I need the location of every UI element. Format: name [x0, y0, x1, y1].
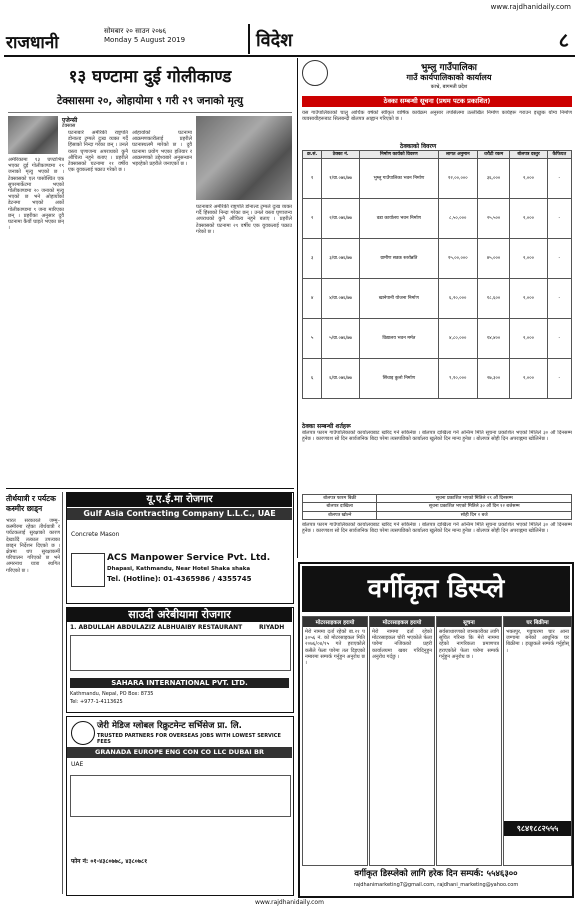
- job-ad-global-company: GRANADA EUROPE ENG CON CO LLC DUBAI BR: [67, 747, 292, 758]
- table-cell: -: [547, 239, 571, 279]
- table-cell: २,०००: [510, 159, 547, 199]
- job-ad-saudi-company: 1. ABDULLAH ABDULAZIZ ALBHUAIBY RESTAURANT: [70, 624, 243, 631]
- job-ad-global-slogan: TRUSTED PARTNERS FOR OVERSEAS JOBS WITH LOWEST SERVICE FEES: [97, 733, 281, 745]
- table-cell: १८,६००: [477, 279, 510, 319]
- notice-table: [302, 150, 572, 399]
- job-ad-uae-position: Concrete Mason: [71, 531, 120, 538]
- table-cell: -: [547, 279, 571, 319]
- classified-text: मेरो नाममा दर्ता रहेको बा.२१ प ३०५६ नं. को मोटरसाइकल मिति २०७६/०४/१५ गते हराएकोले कसैले फेला पारेमा तल दिइएको नम्बरमा सम्पर्क गर्नुहुन अनुरोध छ ।: [305, 629, 365, 667]
- side-body: भारत सरकारले जम्मु–कस्मीरमा रहेका तीर्थयात्री र पर्यटकलाई सुरक्षाको कारण देखाउँदै तत्काल उपत्यका छाड्न निर्देशन दिएको छ । क्षेत्रमा थप सुरक्षाकर्मी परिचालन गरिएको छ भने अमरनाथ यात्रा स्थगित गरिएको छ ।: [6, 518, 60, 574]
- lead-place: टेक्सास: [62, 123, 76, 129]
- lead-body-col1: अमेरिकामा १३ घण्टाभित्र भएका दुई गोलीकाण्डमा २९ जनाको मृत्यु भएको छ । टेक्सासको एल पासोस्थित एक सुपरमार्केटमा भएको गोलीकाण्डमा २० जनाको मृत्यु भएको छ भने ओहायोको डेटनमा भएको अर्को गोलीकाण्डमा ९ जना मारिएका छन् । प्रहरीका अनुसार दुवै घटनामा कैयौं घाइते भएका छन् ।: [8, 157, 64, 232]
- table-cell: -: [547, 199, 571, 239]
- table-cell: बोलपत्र फारम बिक्री: [303, 495, 377, 503]
- table-cell: ३६,०००: [477, 159, 510, 199]
- notice-title: ठेक्का सम्बन्धी सूचना (प्रथम पटक प्रकाशित): [302, 96, 572, 107]
- notice-terms-title: ठेक्का सम्बन्धी शर्तहरू: [302, 423, 351, 430]
- page-header: [0, 0, 579, 56]
- table-cell: २,०००: [510, 279, 547, 319]
- classified-email[interactable]: rajdhanimarketing7@gmail.com, rajdhani_marketing@yahoo.com: [353, 882, 519, 888]
- classified-phone[interactable]: ९८४१८८२५५५: [504, 821, 571, 836]
- classified-col-1: [302, 616, 368, 866]
- table-cell: ४५,०००: [477, 239, 510, 279]
- job-ad-saudi-city: RIYADH: [259, 624, 285, 631]
- notice-terms-more: बोलपत्र फारम गाउँपालिकाको कार्यालयबाट खरिद गर्न सकिनेछ । बोलपत्र दाखिला गर्ने अन्तिम मिति सूचना प्रकाशित भएको मितिले ३० औं दिनसम्म हुनेछ । कारणवश सो दिन सार्वजनिक बिदा परेमा त्यसपछिको कार्यालय खुलेको दिन मान्य हुनेछ । बोलपत्र सोही दिन अपराह्नमा खोलिनेछ ।: [302, 522, 572, 535]
- job-ad-uae-company: Gulf Asia Contracting Company L.L.C., UAE: [67, 508, 292, 520]
- table-row: [303, 511, 572, 519]
- notice-divider: [297, 58, 298, 558]
- lead-photo: [196, 116, 292, 200]
- table-row: [303, 359, 572, 399]
- table-cell: २,०००: [510, 319, 547, 359]
- table-cell: खानेपानी योजना निर्माण: [359, 279, 438, 319]
- lead-rule: [8, 112, 292, 113]
- table-cell: सूचना प्रकाशित भएको मितिले ३० औं दिन १२ बजेसम्म: [377, 503, 572, 511]
- header-date: [104, 27, 185, 45]
- table-cell: ६: [303, 359, 322, 399]
- table-cell: सोही दिन २ बजे: [377, 511, 572, 519]
- lead-body-col2: घटनाबारे अमेरिकी राष्ट्रपति डोनाल्ड ट्रम्पले दुःख व्यक्त गर्दै हिंसाको निन्दा गरेका छन् । उनले यस्ता घृणाजन्य अपराधको कुनै औचित्य नहुने बताए । प्रहरीले टेक्सासको घटनामा २१ वर्षीय एक युवकलाई पक्राउ गरेको छ ।: [68, 130, 128, 174]
- lead-body-col3: ओहायोको घटनामा आक्रमणकारीलाई प्रहरीले घटनास्थलमै मारेको छ । दुवै घटनामा प्रयोग भएका हतियार र आक्रमणको उद्देश्यबारे अनुसन्धान भइरहेको प्रहरीले जनाएको छ ।: [132, 130, 192, 168]
- classified-text: भक्तपुर, गठ्ठाघरमा चार आना जग्गामा बनेको आधुनिक घर बिक्रीमा । इच्छुकले सम्पर्क गर्नुहोस् ।: [506, 629, 569, 654]
- classified-head: घर बिक्रीमा: [504, 617, 571, 627]
- table-cell: २,०००: [510, 239, 547, 279]
- header-rule: [4, 55, 575, 57]
- table-cell: ग्रामीण सडक स्तरोन्नति: [359, 239, 438, 279]
- agency-logo-icon: [71, 553, 105, 587]
- lead-body-col4: घटनाबारे अमेरिकी राष्ट्रपति डोनाल्ड ट्रम्पले दुःख व्यक्त गर्दै हिंसाको निन्दा गरेका छन् । उनले यस्ता घृणाजन्य अपराधको कुनै औचित्य नहुने बताए । प्रहरीले टेक्सासको घटनामा २१ वर्षीय एक युवकलाई पक्राउ गरेको छ ।: [196, 204, 292, 235]
- table-cell: ३/ग्रा.०७६/७७: [322, 239, 360, 279]
- page-number: ८: [558, 28, 569, 52]
- table-cell: ४/ग्रा.०७६/७७: [322, 279, 360, 319]
- job-ad-saudi-title: साउदी अरेबीयामा रोजगार: [67, 608, 292, 622]
- col-head: कैफियत: [547, 151, 571, 159]
- notice-table-title: ठेक्काको विवरण: [400, 143, 437, 150]
- classified-text: मेरो नाममा दर्ता रहेको मोटरसाइकल चोरी भएकोले फेला पारेमा नजिकको प्रहरी कार्यालयमा खबर गरिदिनुहुन अनुरोध गर्दछु ।: [372, 629, 432, 660]
- table-cell: २,०००: [510, 199, 547, 239]
- job-ad-global: [66, 716, 294, 896]
- table-cell: -: [547, 359, 571, 399]
- col-head: धरौटी रकम: [477, 151, 510, 159]
- job-ad-global-table: [70, 775, 291, 817]
- header-divider: [248, 24, 250, 54]
- table-cell: २५,५००: [477, 199, 510, 239]
- table-cell: बोलपत्र दाखिला: [303, 503, 377, 511]
- notice-intro: यस गाउँपालिकाको चालु आर्थिक वर्षको स्वीकृत वार्षिक कार्यक्रम अनुसार तपसिलमा उल्लेखित निर्माण कार्यहरू गराउन इच्छुक योग्य निर्माण व्यवसायीहरूबाट सिलबन्दी बोलपत्र आह्वान गरिएको छ ।: [302, 110, 572, 123]
- footer-url[interactable]: www.rajdhanidaily.com: [255, 899, 324, 906]
- table-cell: भुम्लु गाउँपालिका भवन निर्माण: [359, 159, 438, 199]
- table-cell: १५,००,०००: [438, 239, 477, 279]
- job-ad-global-contact[interactable]: फोन नं: ०१-४३८०७७८, ४३८०७८१: [71, 858, 148, 865]
- notice-schedule: [302, 494, 572, 520]
- classified-col-3: [436, 616, 502, 866]
- table-cell: वडा कार्यालय भवन निर्माण: [359, 199, 438, 239]
- table-cell: २७,३००: [477, 359, 510, 399]
- col-head: ठेक्का नं.: [322, 151, 360, 159]
- table-row: [303, 239, 572, 279]
- classified-title: वर्गीकृत डिस्प्ले: [302, 566, 570, 612]
- job-ad-uae: [66, 492, 294, 604]
- lead-bottom-rule: [6, 488, 294, 489]
- lead-subheadline: टेक्सासमा २०, ओहायोमा ९ गरी २९ जनाको मृत्यु: [56, 95, 244, 107]
- table-cell: ८,५०,०००: [438, 199, 477, 239]
- job-ad-saudi-agency: SAHARA INTERNATIONAL PVT. LTD.: [70, 678, 289, 688]
- table-row: [303, 503, 572, 511]
- table-cell: १२,००,०००: [438, 159, 477, 199]
- table-cell: २: [303, 199, 322, 239]
- side-divider: [62, 492, 63, 894]
- table-row: [303, 199, 572, 239]
- classified-head: मोटरसाइकल हरायो: [370, 617, 434, 627]
- col-head: क्र.सं.: [303, 151, 322, 159]
- classified-head: मोटरसाइकल हरायो: [303, 617, 367, 627]
- newspaper-brand: राजधानी: [6, 33, 59, 53]
- notice-office: गाउँ कार्यपालिकाको कार्यालय: [406, 73, 492, 82]
- table-row: [303, 319, 572, 359]
- col-head: निर्माण कार्यको विवरण: [359, 151, 438, 159]
- header-url[interactable]: www.rajdhanidaily.com: [490, 3, 571, 11]
- side-headline: तीर्थयात्री र पर्यटक कस्मीर छाड्न: [6, 494, 56, 513]
- table-cell: १: [303, 159, 322, 199]
- table-cell: २,०००: [510, 359, 547, 399]
- table-cell: सिंचाइ कुलो निर्माण: [359, 359, 438, 399]
- classified-section: [298, 562, 574, 898]
- table-cell: ६/ग्रा.०७६/७७: [322, 359, 360, 399]
- table-cell: ५: [303, 319, 322, 359]
- table-cell: बोलपत्र खोल्ने: [303, 511, 377, 519]
- col-head: बोलपत्र दस्तुर: [510, 151, 547, 159]
- job-ad-saudi-address: Kathmandu, Nepal, PO Box: 8735: [70, 691, 154, 697]
- table-cell: -: [547, 319, 571, 359]
- section-title: विदेश: [256, 30, 293, 51]
- table-cell: विद्यालय भवन मर्मत: [359, 319, 438, 359]
- table-cell: २/ग्रा.०७६/७७: [322, 199, 360, 239]
- classified-col-2: [369, 616, 435, 866]
- date-english: Monday 5 August 2019: [104, 36, 186, 44]
- table-cell: ४,८०,०००: [438, 319, 477, 359]
- lead-photo-small: [8, 116, 58, 154]
- classified-footer: वर्गीकृत डिस्प्लेको लागि हरेक दिन सम्पर्क: ५५४६३००: [354, 869, 518, 879]
- table-row: [303, 279, 572, 319]
- job-ad-uae-address: Dhapasi, Kathmandu, Near Hotel Shaka shaka: [107, 566, 251, 572]
- table-cell: १४,४००: [477, 319, 510, 359]
- classified-col-4: [503, 616, 572, 866]
- lead-byline: एजेन्सी: [62, 117, 78, 124]
- emblem-icon: [302, 60, 328, 86]
- classified-text: सर्वसाधारणको जानकारीका लागि सूचित गरिन्छ कि मेरो नाममा रहेको नागरिकता प्रमाणपत्र हराएकोले फेला पारेमा सम्पर्क गर्नुहुन अनुरोध छ ।: [439, 629, 499, 660]
- col-head: लागत अनुमान: [438, 151, 477, 159]
- table-cell: ९,१०,०००: [438, 359, 477, 399]
- job-ad-saudi-table: [70, 635, 291, 671]
- notice-org: भुम्लु गाउँपालिका: [421, 63, 477, 73]
- table-cell: ३: [303, 239, 322, 279]
- job-ad-global-title: जेरी मेडिज ग्लोबल रिक्रुटमेन्ट सर्भिसेज प्रा. लि.: [97, 721, 242, 731]
- job-ad-uae-agency: ACS Manpower Service Pvt. Ltd.: [107, 553, 271, 563]
- job-ad-uae-phone[interactable]: Tel. (Hotline): 01-4365986 / 4355745: [107, 575, 252, 583]
- table-row: [303, 159, 572, 199]
- table-cell: ५/ग्रा.०७६/७७: [322, 319, 360, 359]
- table-cell: १/ग्रा.०७६/७७: [322, 159, 360, 199]
- table-cell: -: [547, 159, 571, 199]
- notice-address: काभ्रे, बागमती प्रदेश: [430, 84, 468, 90]
- job-ad-saudi: [66, 607, 294, 713]
- notice-terms: बोलपत्र फारम गाउँपालिकाको कार्यालयबाट खरिद गर्न सकिनेछ । बोलपत्र दाखिला गर्ने अन्तिम मिति सूचना प्रकाशित भएको मितिले ३० औं दिनसम्म हुनेछ । कारणवश सो दिन सार्वजनिक बिदा परेमा त्यसपछिको कार्यालय खुलेको दिन मान्य हुनेछ । बोलपत्र सोही दिन अपराह्नमा खोलिनेछ ।: [302, 430, 572, 443]
- job-ad-uae-title: यू.ए.ई.मा रोजगार: [67, 493, 292, 507]
- table-row: [303, 495, 572, 503]
- table-cell: ४: [303, 279, 322, 319]
- notice-table-header: [303, 151, 572, 159]
- table-cell: सूचना प्रकाशित भएको मितिले २९ औं दिनसम्म: [377, 495, 572, 503]
- lead-headline: १३ घण्टामा दुई गोलीकाण्ड: [68, 67, 232, 87]
- company-logo-icon: [71, 721, 95, 745]
- classified-head: सूचना: [437, 617, 501, 627]
- table-cell: ६,२०,०००: [438, 279, 477, 319]
- job-ad-global-country: UAE: [71, 761, 84, 768]
- date-nepali: सोमबार २० साउन २०७६: [104, 27, 167, 35]
- job-ad-saudi-phone[interactable]: Tel: +977-1-4113625: [70, 699, 123, 705]
